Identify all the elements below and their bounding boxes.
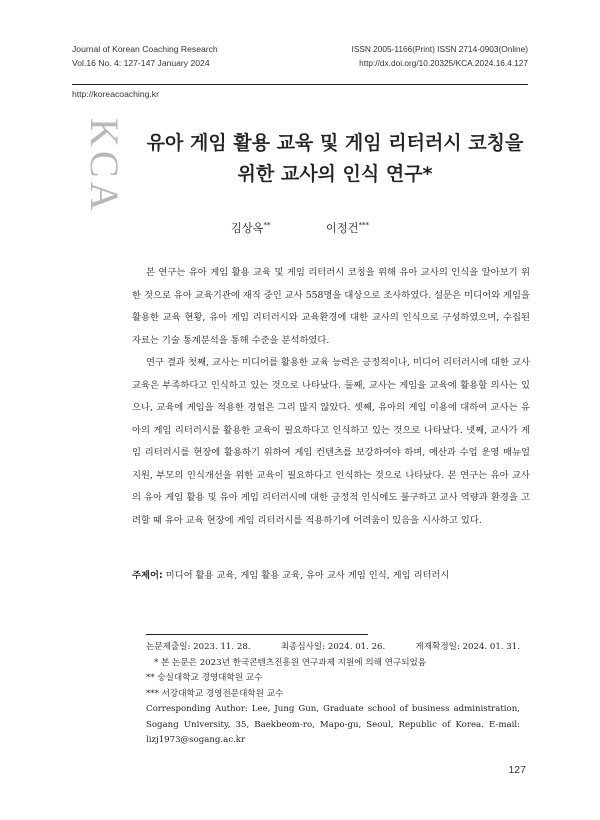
- website-link[interactable]: http://koreacoaching.kr: [72, 89, 159, 99]
- funding-note: * 본 논문은 2023년 한국콘텐츠진흥원 연구과제 지원에 의해 연구되었음: [154, 657, 427, 668]
- author-mark: ***: [358, 221, 369, 230]
- journal-header-left: [72, 42, 218, 70]
- keywords: [132, 567, 450, 581]
- accepted-date: 게재확정일: 2024. 01. 31.: [415, 642, 520, 652]
- kca-logo: KCA: [82, 118, 127, 215]
- journal-header-right: [352, 42, 528, 70]
- author1-affiliation: ** 숭실대학교 경영대학원 교수: [146, 673, 263, 683]
- doi-link[interactable]: http://dx.doi.org/10.20325/KCA.2024.16.4.127: [359, 58, 528, 68]
- received-date: 논문제출일: 2023. 11. 28.: [146, 642, 251, 652]
- keywords-text: 미디어 활용 교육, 게임 활용 교육, 유아 교사 게임 인식, 게임 리터러시: [165, 570, 450, 581]
- header-rule: [72, 84, 528, 85]
- volume-info: Vol.16 No. 4: 127-147 January 2024: [72, 58, 210, 68]
- footnotes: [146, 640, 520, 749]
- journal-name: Journal of Korean Coaching Research: [72, 44, 218, 54]
- abstract-paragraph-2: 연구 결과 첫째, 교사는 미디어를 활용한 교육 능력은 긍정적이나, 미디어 리터러시에 대한 교사 교육은 부족하다고 인식하고 있는 것으로 나타났다. 둘째, 교사는 게임을 교육에 활용할 의사는 있으나, 교육에 게임을 적용한 경험은 그리 많지 않았다. 셋째, 유아의 게임 이용에 대하여 교사는 유아의 게임 리터러시를 활용한 교육이 필요하다고 인식하고 있는 것으로 나타났다. 넷째, 교사가 게임 리터러시를 현장에 활용하기 위하여 게임 컨텐츠를 보강하여야 하며, 예산과 수업 운영 매뉴얼 지원, 부모의 인식개선을 위한 교육이 필요하다고 인식하는 것으로 나타났다. 본 연구는 유아 교사의 유아 게임 활용 및 유아 게임 리터러시에 대한 긍정적 인식에도 불구하고 교사 역량과 환경을 고려할 때 유아 교육 현장에 게임 리터러시를 적용하기에 어려움이 있음을 시사하고 있다.: [132, 357, 530, 526]
- author-list: [72, 220, 528, 236]
- issn-info: ISSN 2005-1166(Print) ISSN 2714-0903(Online): [351, 44, 528, 54]
- author-1: [231, 222, 270, 235]
- paper-title: [140, 128, 530, 190]
- page-number: 127: [508, 764, 526, 776]
- author2-affiliation: *** 서강대학교 경영전문대학원 교수: [146, 688, 284, 699]
- author-2: [326, 222, 369, 235]
- author-name: 김상옥: [231, 222, 264, 235]
- keywords-label: 주제어:: [132, 570, 163, 581]
- author-name: 이정건: [326, 222, 359, 235]
- abstract: [132, 262, 530, 532]
- title-line-1: 유아 게임 활용 교육 및 게임 리터러시 코칭을: [146, 132, 524, 154]
- footnote-rule: [146, 634, 368, 635]
- title-line-2: 위한 교사의 인식 연구*: [237, 163, 433, 185]
- submission-dates: [146, 640, 520, 656]
- author-mark: **: [263, 221, 271, 230]
- reviewed-date: 최종심사일: 2024. 01. 26.: [280, 642, 386, 652]
- corresponding-author: Corresponding Author: Lee, Jung Gun, Graduate school of business administration, Sogang University, 35, Baekbeom-ro, Mapo-gu, Seoul, Republic of Korea. E-mail: lizj1973@sogang.ac.kr: [146, 704, 520, 745]
- abstract-paragraph-1: 본 연구는 유아 게임 활용 교육 및 게임 리터러시 코칭을 위해 유아 교사의 인식을 알아보기 위한 것으로 유아 교육기관에 재직 중인 교사 558명을 대상으로 조사하였다. 설문은 미디어와 게임을 활용한 교육 현황, 유아 게임 리터러시와 교육환경에 대한 교사의 인식으로 구성하였으며, 수집된 자료는 기술 통계분석을 통해 수준을 분석하였다.: [132, 267, 530, 346]
